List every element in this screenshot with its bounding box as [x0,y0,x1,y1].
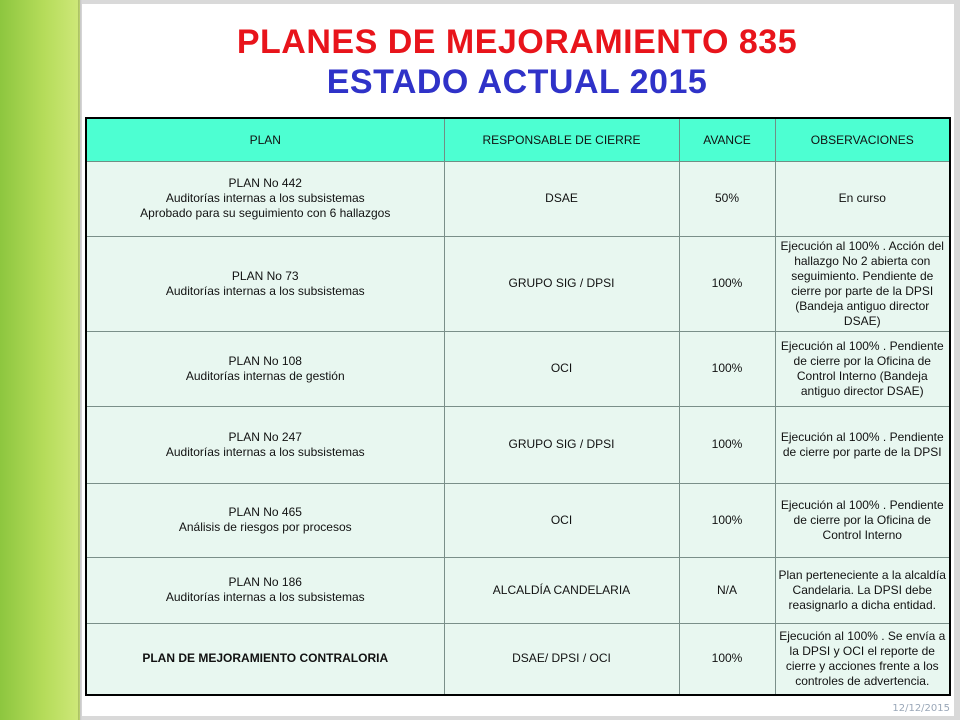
plan-cell [86,557,444,623]
responsable-cell: OCI [444,483,679,557]
table-row [86,161,950,236]
table-row [86,483,950,557]
header-observaciones: OBSERVACIONES [775,118,950,161]
plan-description: Auditorías internas a los subsistemas [165,444,365,459]
plan-description: Análisis de riesgos por procesos [178,520,352,534]
plan-name: PLAN No 108 [228,353,302,368]
plan-description: Auditorías internas a los subsistemas [165,191,365,205]
table-row [86,331,950,406]
responsable-cell: ALCALDÍA CANDELARIA [444,557,679,623]
avance-cell: 100% [679,331,775,406]
observaciones-cell: En curso [775,161,950,236]
avance-cell: 100% [679,623,775,695]
responsable-cell: OCI [444,331,679,406]
table-row [86,623,950,695]
observaciones-cell: Ejecución al 100% . Se envía a la DPSI y OCI el reporte de cierre y acciones frente a los controles de advertencia. [775,623,950,695]
plan-description: Auditorías internas a los subsistemas [165,590,365,604]
observaciones-cell: Plan perteneciente a la alcaldía Candelaria. La DPSI debe reasignarlo a dicha entidad. [775,557,950,623]
plan-description: Auditorías internas de gestión [185,368,345,383]
plan-cell [86,236,444,331]
plan-name: PLAN DE MEJORAMIENTO CONTRALORIA [142,651,389,666]
observaciones-cell: Ejecución al 100% . Pendiente de cierre por parte de la DPSI [775,406,950,483]
left-accent-bar [0,0,80,720]
plan-cell [86,623,444,695]
header-responsable: RESPONSABLE DE CIERRE [444,118,679,161]
table-row [86,236,950,331]
avance-cell: 100% [679,236,775,331]
plan-name: PLAN No 465 [228,505,302,519]
responsable-cell: GRUPO SIG / DPSI [444,406,679,483]
avance-cell: N/A [679,557,775,623]
avance-cell: 100% [679,406,775,483]
plan-name: PLAN No 247 [228,429,302,444]
table-header-row [86,118,950,161]
plan-name: PLAN No 442 [228,176,302,190]
avance-cell: 100% [679,483,775,557]
observaciones-cell: Ejecución al 100% . Pendiente de cierre por la Oficina de Control Interno [775,483,950,557]
plan-description-2: Aprobado para su seguimiento con 6 hallazgos [140,206,391,220]
plan-cell [86,406,444,483]
observaciones-cell: Ejecución al 100% . Acción del hallazgo No 2 abierta con seguimiento. Pendiente de cierre por parte de la DPSI (Bandeja antiguo director DSAE) [775,236,950,331]
footer-date: 12/12/2015 [892,703,950,714]
plan-cell [86,483,444,557]
responsable-cell: GRUPO SIG / DPSI [444,236,679,331]
title-line-2: ESTADO ACTUAL 2015 [326,63,708,101]
avance-cell: 50% [679,161,775,236]
responsable-cell: DSAE/ DPSI / OCI [444,623,679,695]
plan-cell [86,331,444,406]
plans-table [85,117,951,696]
responsable-cell: DSAE [444,161,679,236]
slide-title [82,22,952,102]
title-line-1: PLANES DE MEJORAMIENTO 835 [236,23,798,61]
header-plan: PLAN [86,118,444,161]
plan-description: Auditorías internas a los subsistemas [165,283,365,298]
table-row [86,406,950,483]
table-row [86,557,950,623]
observaciones-cell: Ejecución al 100% . Pendiente de cierre por la Oficina de Control Interno (Bandeja antiguo director DSAE) [775,331,950,406]
header-avance: AVANCE [679,118,775,161]
plan-name: PLAN No 186 [228,575,302,589]
plan-cell [86,161,444,236]
plan-name: PLAN No 73 [231,268,299,283]
